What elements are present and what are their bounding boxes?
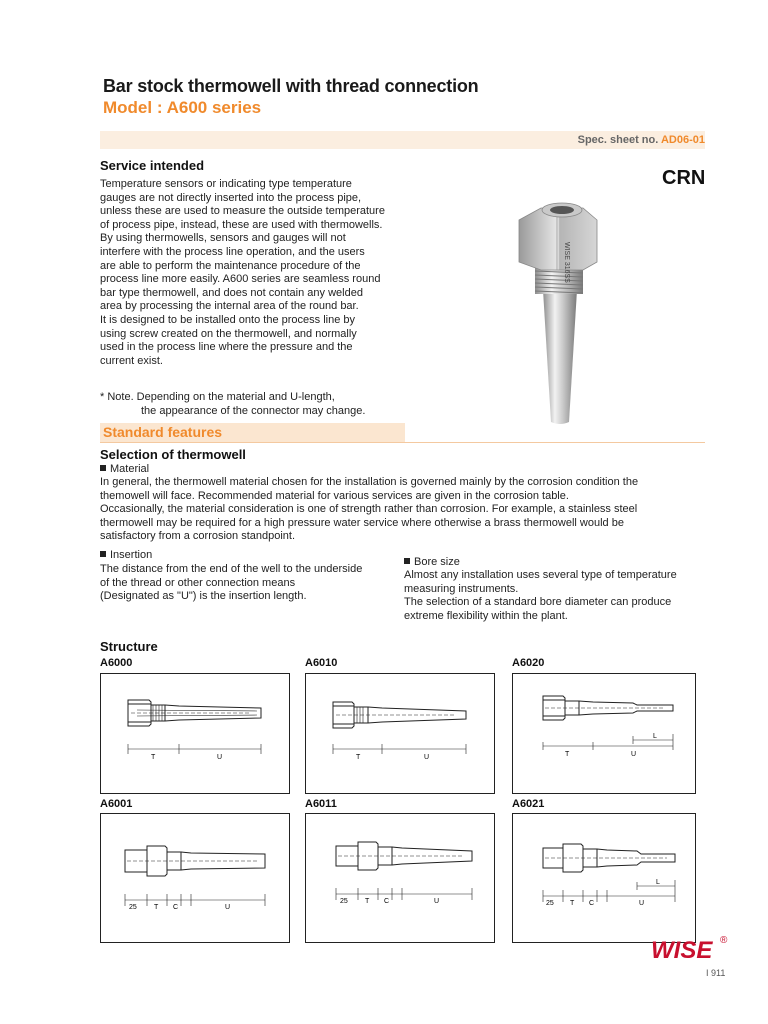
bore-size-text: Almost any installation uses several type of temperature measuring instruments. The selection of a standard bore diameter can produce extreme flexibility within the plant. <box>404 569 677 622</box>
features-heading: Standard features <box>103 424 223 440</box>
dim-label-25: 25 <box>546 900 554 907</box>
spec-label: Spec. sheet no. <box>577 134 659 146</box>
dim-label-25: 25 <box>129 904 137 911</box>
material-text: In general, the thermowell material chosen for the installation is governed mainly by the corrosion condition the themowell will face. Recommended material for various services are given in the corrosion table. Occasionally, the material consideration is one of strength rather than corrosion. For example, a stainless steel thermowell may be required for a high pressure water service where otherwise a brass thermowell would be satisfactory from a corrosion standpoint. <box>100 476 639 543</box>
document-title: Bar stock thermowell with thread connection <box>103 76 479 96</box>
diagram-a6011 <box>305 813 495 943</box>
dim-label-u: U <box>639 900 645 907</box>
dim-label-25: 25 <box>340 898 348 905</box>
dim-label-u: U <box>225 904 231 911</box>
dim-label-l: L <box>656 879 660 886</box>
model-caption-a6001: A6001 <box>100 798 133 810</box>
model-caption-a6010: A6010 <box>305 657 338 669</box>
wise-logo <box>649 936 721 962</box>
features-divider <box>100 442 705 443</box>
dim-label-u: U <box>434 898 440 905</box>
dim-label-t: T <box>365 898 370 905</box>
crn-mark: CRN <box>662 167 706 189</box>
diagram-a6021 <box>512 813 696 943</box>
bore-size-label: Bore size <box>404 556 460 568</box>
dim-label-t: T <box>151 754 156 761</box>
insertion-text: The distance from the end of the well to the underside of the thread or other connection means (Designated as "U") is the insertion length. <box>100 563 363 603</box>
model-title: Model : A600 series <box>103 98 262 117</box>
thermowell-product-image <box>505 180 605 425</box>
registered-mark: ® <box>720 935 728 946</box>
dim-label-t: T <box>570 900 575 907</box>
note-line-2: the appearance of the connector may change. <box>141 405 366 417</box>
dim-label-u: U <box>217 754 223 761</box>
material-label: Material <box>100 463 149 475</box>
diagram-a6010 <box>305 673 495 794</box>
diagram-a6020 <box>512 673 696 794</box>
svg-text:WISE: WISE <box>651 937 713 962</box>
dim-label-t: T <box>565 751 570 758</box>
dim-label-c: C <box>173 904 179 911</box>
dim-label-u: U <box>424 754 430 761</box>
model-caption-a6020: A6020 <box>512 657 545 669</box>
structure-heading: Structure <box>100 639 158 654</box>
dim-label-t: T <box>154 904 159 911</box>
model-caption-a6000: A6000 <box>100 657 133 669</box>
dim-label-c: C <box>384 898 390 905</box>
service-heading: Service intended <box>100 158 205 173</box>
model-caption-a6021: A6021 <box>512 798 545 810</box>
dim-label-u: U <box>631 751 637 758</box>
insertion-label: Insertion <box>100 549 152 561</box>
dim-label-t: T <box>356 754 361 761</box>
spec-number: AD06-01 <box>660 134 705 146</box>
service-text: Temperature sensors or indicating type temperature gauges are not directly inserted into the process pipe, unless these are used to measure the outside temperature of process pipe, instead, these are used with thermowells. By using thermowells, sensors and gauges will not interfere with the process line operation, and the users are able to perform the maintenance procedure of the process line more easily. A600 series are seamless round bar type thermowell, and does not contain any welded area by processing the internal area of the round bar. It is designed to be installed onto the process line by using screw created on the thermowell, and normally used in the process line where the pressure and the current exist. <box>100 178 385 367</box>
diagram-a6001 <box>100 813 290 943</box>
diagram-a6000 <box>100 673 290 794</box>
page-number: I 911 <box>706 968 726 978</box>
model-caption-a6011: A6011 <box>305 798 337 810</box>
product-marking: WISE 316SS <box>563 242 570 283</box>
spec-sheet-number <box>578 134 705 146</box>
note-line-1: * Note. Depending on the material and U-length, <box>100 391 335 403</box>
dim-label-l: L <box>653 733 657 740</box>
selection-heading: Selection of thermowell <box>100 447 246 462</box>
dim-label-c: C <box>589 900 595 907</box>
